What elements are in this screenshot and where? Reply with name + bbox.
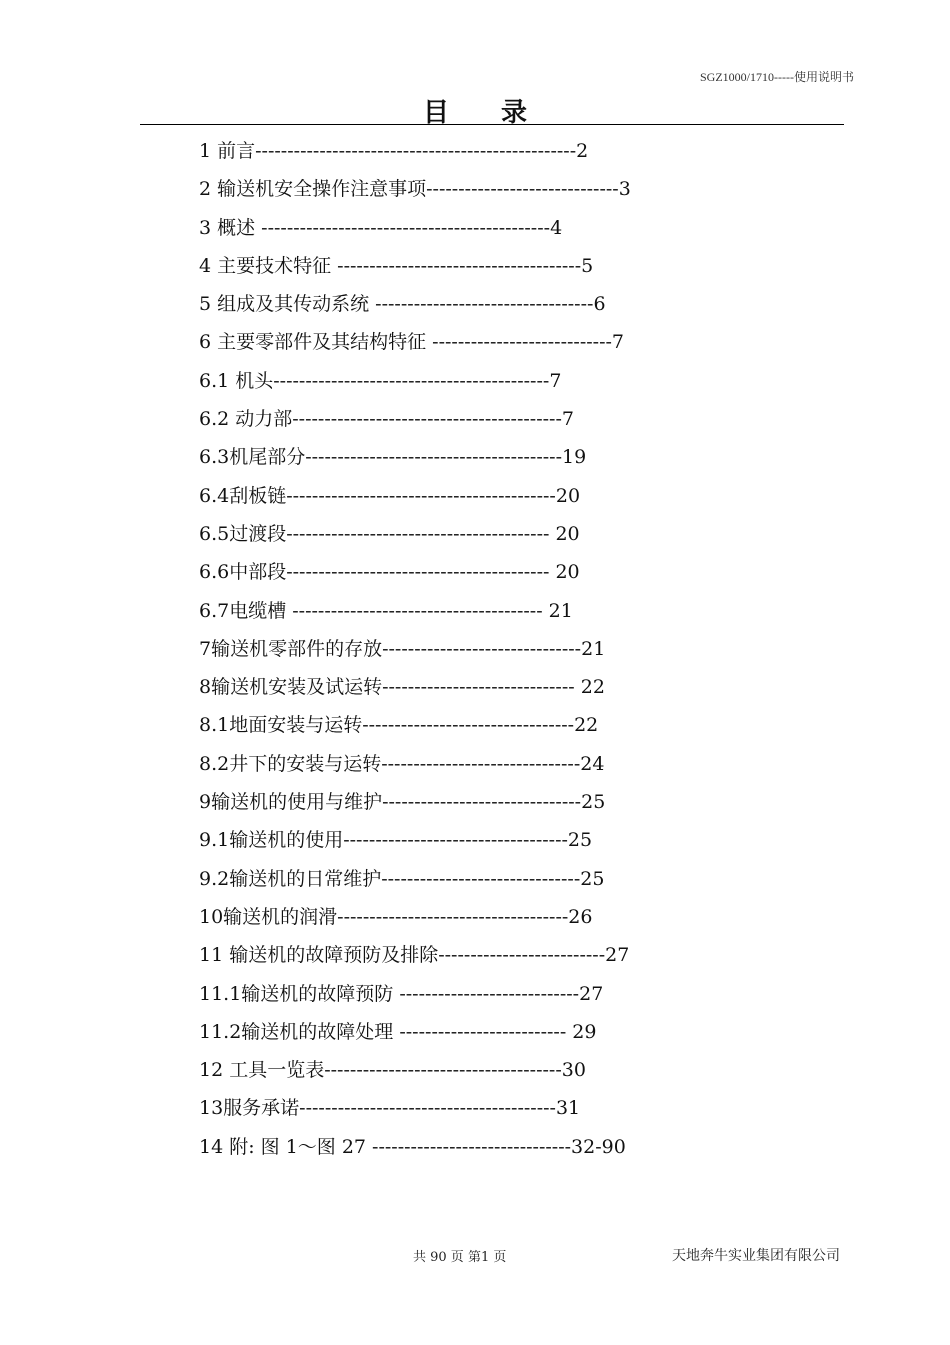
toc-entry: 1 前言--------------------------------------------------2 (199, 140, 589, 162)
toc-entry: 10输送机的润滑------------------------------------26 (199, 905, 593, 928)
toc-entry: 7输送机零部件的存放-------------------------------21 (199, 637, 606, 660)
toc-entry: 9.1输送机的使用-----------------------------------25 (199, 829, 593, 852)
toc-entry: 9.2输送机的日常维护-------------------------------25 (199, 867, 605, 890)
toc-entry: 11.2输送机的故障处理 -------------------------- 29 (199, 1020, 597, 1043)
toc-entry: 6.1 机头-------------------------------------------7 (199, 369, 562, 392)
toc-entry: 2 输送机安全操作注意事项------------------------------3 (199, 178, 631, 201)
toc-entry: 6.2 动力部------------------------------------------7 (199, 408, 574, 431)
toc-entry: 8.2井下的安装与运转-------------------------------24 (199, 752, 605, 775)
table-of-contents (199, 137, 809, 1171)
toc-entry: 6.6中部段----------------------------------------- 20 (199, 561, 580, 584)
document-header-label: SGZ1000/1710-----使用说明书 (700, 70, 854, 84)
title-underline (140, 124, 844, 125)
toc-entry: 3 概述 ---------------------------------------------4 (199, 216, 563, 239)
toc-entry: 8输送机安装及试运转------------------------------ 22 (199, 676, 605, 699)
toc-entry: 11.1输送机的故障预防 ----------------------------27 (199, 982, 604, 1005)
page-number: 共 90 页 第1 页 (413, 1250, 507, 1265)
toc-entry: 6.7电缆槽 --------------------------------------- 21 (199, 599, 573, 622)
toc-entry: 11 输送机的故障预防及排除--------------------------27 (199, 944, 630, 967)
toc-entry: 6.3机尾部分----------------------------------------19 (199, 446, 587, 469)
toc-entry: 9输送机的使用与维护-------------------------------25 (199, 791, 606, 814)
toc-entry: 14 附: 图 1～图 27 -------------------------------32-90 (199, 1135, 626, 1158)
toc-entry: 5 组成及其传动系统 ----------------------------------6 (199, 293, 606, 316)
company-name: 天地奔牛实业集团有限公司 (672, 1248, 840, 1264)
toc-entry: 12 工具一览表-------------------------------------30 (199, 1059, 586, 1082)
toc-entry: 8.1地面安装与运转---------------------------------22 (199, 714, 599, 737)
toc-entry: 13服务承诺----------------------------------------31 (199, 1097, 581, 1120)
toc-entry: 6.5过渡段----------------------------------------- 20 (199, 522, 580, 545)
toc-entry: 4 主要技术特征 --------------------------------------5 (199, 254, 594, 277)
page-title: 目录 (422, 98, 579, 128)
toc-entry: 6 主要零部件及其结构特征 ----------------------------7 (199, 331, 625, 354)
toc-entry: 6.4刮板链------------------------------------------20 (199, 484, 581, 507)
